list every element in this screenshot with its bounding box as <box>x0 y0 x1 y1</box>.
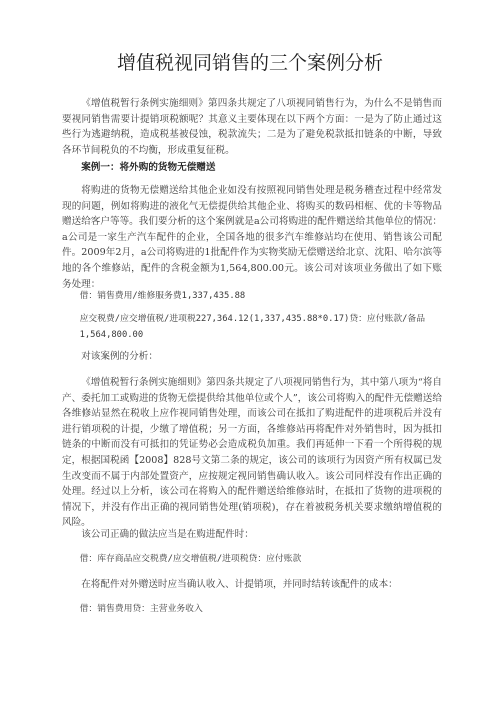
page-title: 增值税视同销售的三个案例分析 <box>116 52 383 74</box>
journal-entry-3: 借：销售费用贷：主营业务收入 <box>79 604 203 614</box>
analysis-label: 对该案例的分析： <box>81 351 158 362</box>
journal-entry-1-credit: 应交税费/应交增值税/进项税227,364.12(1,337,435.88*0.17)贷：应付账款/备品1,564,800.00 <box>79 314 426 340</box>
intro-paragraph: 《增值税暂行条例实施细则》第四条共规定了八项视同销售行为，为什么不是销售而要视同销售需要计提销项税额呢？其意义主要体现在以下两个方面：一是为了防止通过这些行为逃避纳税，造成税基被侵蚀，税款流失；二是为了避免税款抵扣链条的中断，导致各环节间税负的不均衡，形成重复征税。 <box>62 98 442 156</box>
gift-sale-label: 在将配件对外赠送时应当确认收入、计提销项，并同时结转该配件的成本： <box>81 579 398 590</box>
journal-entry-2: 借：库存商品应交税费/应交增值税/进项税贷：应付账款 <box>79 554 302 564</box>
case1-paragraph: 将购进的货物无偿赠送给其他企业如没有按照视同销售处理是税务稽查过程中经常发现的问题，例如将购进的液化气无偿提供给其他企业、将购买的数码相框、优的卡等物品赠送给客户等等。我们要分析的这个案例就是a公司将购进的配件赠送给其他单位的情况：a公司是一家生产汽车配件的企业，全国各地的很多汽车维修站均在使用、销售该公司配件。2009年2月，a公司将购进的1批配件作为实物奖励无偿赠送给北京、沈阳、哈尔滨等地的各个维修站，配件的含税金额为1,564,800.00元。该公司对该项业务做出了如下账务处理： <box>62 185 442 290</box>
journal-entry-1-debit: 借：销售费用/维修服务费1,337,435.88 <box>79 291 246 301</box>
case1-heading: 案例一：将外购的货物无偿赠送 <box>81 162 216 173</box>
correct-method-label: 该公司正确的做法应当是在购进配件时： <box>81 529 254 540</box>
analysis-paragraph: 《增值税暂行条例实施细则》第四条共规定了八项视同销售行为，其中第八项为“将自产、委托加工或购进的货物无偿提供给其他单位或个人”，该公司将购入的配件无偿赠送给各维修站显然在税收上应作视同销售处理，而该公司在抵扣了购进配件的进项税后并没有进行销项税的计提，少缴了增值税；另一方面，各维修站再将配件对外销售时，因为抵扣链条的中断而没有可抵扣的凭证势必会造成税负加重。我们再延伸一下看一个所得税的规定，根据国税函【2008】828号文第二条的规定，该公司的该项行为因资产所有权属已发生改变而不属于内部处置资产，应按规定视同销售确认收入。该公司同样没有作出正确的处理。经过以上分析，该公司在将购入的配件赠送给维修站时，在抵扣了货物的进项税的情况下，并没有作出正确的视同销售处理(销项税)，存在着被税务机关要求缴纳增值税的风险。 <box>62 377 442 529</box>
